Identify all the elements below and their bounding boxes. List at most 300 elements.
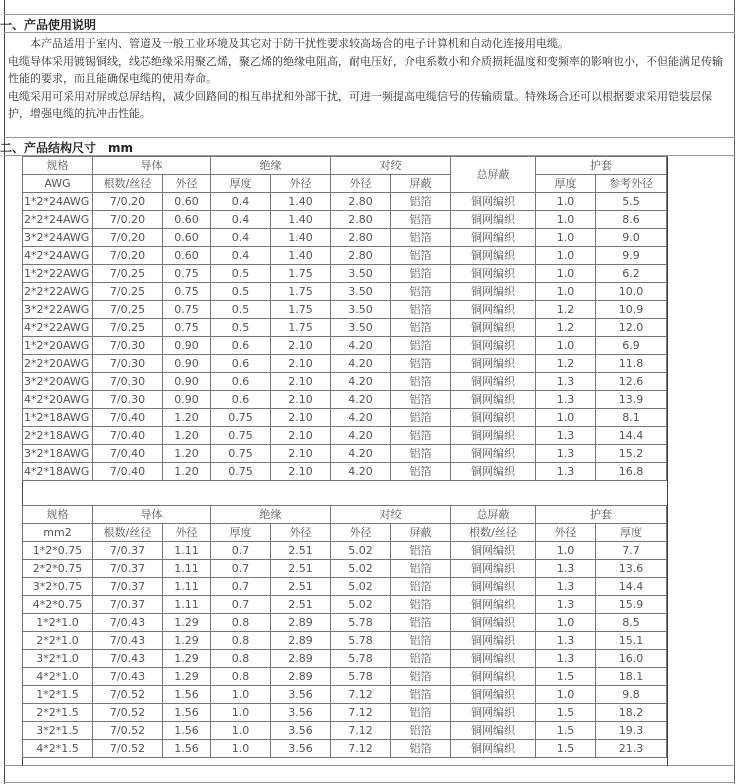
table-cell: 铝箔 (391, 409, 451, 427)
header-sub: 外径 (331, 175, 391, 193)
header-twisted-pair: 对绞 (331, 506, 451, 524)
table-cell: 1.5 (536, 722, 596, 740)
divider (4, 14, 735, 15)
paragraph: 电缆采用可采用对屏或总屏结构，减少回路间的相互串扰和外部干扰，可进一频提高电缆信号的传输质量。特殊场合还可以根据要求采用铠装层保护，增强电缆的抗冲击性能。 (8, 89, 712, 121)
table-cell: 4.20 (331, 355, 391, 373)
table-cell: 0.60 (163, 211, 211, 229)
table-cell: 19.3 (596, 722, 667, 740)
table-cell: 3.50 (331, 265, 391, 283)
spec-cell: 1*2*24AWG (23, 193, 93, 211)
table-cell: 0.7 (211, 560, 271, 578)
table-cell: 7/0.25 (93, 283, 163, 301)
table-cell: 1.0 (536, 283, 596, 301)
table-row (23, 740, 667, 758)
spec-cell: 3*2*18AWG (23, 445, 93, 463)
table-cell: 1.56 (163, 722, 211, 740)
table-cell: 3.56 (271, 704, 331, 722)
table-cell: 1.75 (271, 283, 331, 301)
table-cell: 1.0 (536, 229, 596, 247)
table-cell: 3.56 (271, 686, 331, 704)
header-sub: 根数/丝径 (451, 524, 536, 542)
table-cell: 1.3 (536, 445, 596, 463)
header-sub: 外径 (536, 524, 596, 542)
table-cell: 0.90 (163, 391, 211, 409)
header-conductor: 导体 (93, 506, 211, 524)
table-cell: 7.12 (331, 704, 391, 722)
spec-cell: 3*2*20AWG (23, 373, 93, 391)
table-cell: 2.10 (271, 355, 331, 373)
table-cell: 1.56 (163, 704, 211, 722)
header-sub: 根数/丝径 (93, 175, 163, 193)
table-cell: 0.60 (163, 193, 211, 211)
table-cell: 1.3 (536, 578, 596, 596)
table-row (23, 319, 667, 337)
table-cell: 7/0.52 (93, 740, 163, 758)
table-cell: 7.12 (331, 740, 391, 758)
table-cell: 7/0.43 (93, 650, 163, 668)
spec-cell: 3*2*1.0 (23, 650, 93, 668)
table-row (23, 668, 667, 686)
table-cell: 铝箔 (391, 560, 451, 578)
table-cell: 铜网编织 (451, 740, 536, 758)
table-cell: 1.0 (211, 722, 271, 740)
table-cell: 铜网编织 (451, 193, 536, 211)
table-cell: 铝箔 (391, 686, 451, 704)
table-cell: 7/0.37 (93, 596, 163, 614)
table-cell: 1.2 (536, 301, 596, 319)
table-row (23, 193, 667, 211)
header-spec-unit: AWG (23, 175, 93, 193)
header-sub: 屏蔽 (391, 524, 451, 542)
table-row (23, 355, 667, 373)
table-cell: 4.20 (331, 373, 391, 391)
table-cell: 1.56 (163, 686, 211, 704)
awg-table-wrap (22, 156, 667, 481)
table-cell: 1.3 (536, 650, 596, 668)
table-cell: 1.5 (536, 740, 596, 758)
header-sub: 外径 (163, 524, 211, 542)
table-row (23, 704, 667, 722)
table-cell: 7.12 (331, 686, 391, 704)
table-cell: 3.50 (331, 319, 391, 337)
table-cell: 1.0 (536, 265, 596, 283)
table-cell: 1.0 (211, 686, 271, 704)
table-cell: 0.7 (211, 596, 271, 614)
table-cell: 0.5 (211, 265, 271, 283)
table-row (23, 229, 667, 247)
table-cell: 1.3 (536, 632, 596, 650)
header-spec: 规格 (23, 506, 93, 524)
table-cell: 12.6 (596, 373, 667, 391)
table-cell: 1.75 (271, 301, 331, 319)
divider (4, 137, 735, 138)
spec-cell: 3*2*0.75 (23, 578, 93, 596)
frame-left-border (4, 0, 5, 784)
table-cell: 5.78 (331, 632, 391, 650)
table-cell: 0.5 (211, 301, 271, 319)
table-cell: 2.89 (271, 614, 331, 632)
table-cell: 1.0 (536, 211, 596, 229)
table-cell: 0.4 (211, 229, 271, 247)
table-cell: 铜网编织 (451, 409, 536, 427)
table-cell: 1.0 (536, 614, 596, 632)
table-cell: 10.9 (596, 301, 667, 319)
table-cell: 1.29 (163, 668, 211, 686)
table-cell: 8.5 (596, 614, 667, 632)
table-cell: 铝箔 (391, 265, 451, 283)
table-cell: 1.29 (163, 650, 211, 668)
table-row (23, 409, 667, 427)
section-2-unit: mm (108, 141, 134, 155)
spec-cell: 3*2*22AWG (23, 301, 93, 319)
table-cell: 3.50 (331, 301, 391, 319)
table-cell: 7/0.43 (93, 614, 163, 632)
table-cell: 2.80 (331, 229, 391, 247)
table-cell: 铝箔 (391, 355, 451, 373)
table-cell: 15.1 (596, 632, 667, 650)
header-overall-shield: 总屏蔽 (451, 506, 536, 524)
table-cell: 13.9 (596, 391, 667, 409)
paragraph: 本产品适用于室内、管道及一般工业环境及其它对于防干扰性要求较高场合的电子计算机和自动化连接用电缆。 (30, 37, 569, 50)
table-row (23, 632, 667, 650)
table-cell: 铜网编织 (451, 686, 536, 704)
table-cell: 12.0 (596, 319, 667, 337)
table-cell: 铜网编织 (451, 704, 536, 722)
table-row (23, 427, 667, 445)
table-cell: 2.51 (271, 596, 331, 614)
header-sheath: 护套 (536, 506, 667, 524)
mm2-table-body (23, 542, 667, 758)
table-cell: 铜网编织 (451, 391, 536, 409)
spec-cell: 2*2*20AWG (23, 355, 93, 373)
table-cell: 0.75 (163, 319, 211, 337)
table-cell: 16.0 (596, 650, 667, 668)
table-cell: 铝箔 (391, 463, 451, 481)
table-cell: 3.56 (271, 722, 331, 740)
table-row (23, 463, 667, 481)
table-cell: 4.20 (331, 337, 391, 355)
table-cell: 2.89 (271, 632, 331, 650)
table-cell: 8.1 (596, 409, 667, 427)
table-cell: 14.4 (596, 578, 667, 596)
table-row (23, 265, 667, 283)
spec-cell: 4*2*24AWG (23, 247, 93, 265)
table-cell: 1.3 (536, 463, 596, 481)
table-cell: 铜网编织 (451, 283, 536, 301)
table-row (23, 542, 667, 560)
spec-cell: 2*2*18AWG (23, 427, 93, 445)
spec-cell: 3*2*1.5 (23, 722, 93, 740)
table-cell: 7/0.30 (93, 373, 163, 391)
table-row (23, 337, 667, 355)
header-sub: 外径 (271, 175, 331, 193)
table-cell: 7/0.25 (93, 301, 163, 319)
table-cell: 1.0 (211, 704, 271, 722)
table-cell: 铝箔 (391, 614, 451, 632)
header-overall-shield: 总屏蔽 (451, 157, 536, 193)
table-cell: 0.90 (163, 337, 211, 355)
mm2-table-wrap (22, 505, 667, 758)
spec-cell: 1*2*22AWG (23, 265, 93, 283)
spec-cell: 2*2*1.0 (23, 632, 93, 650)
table-cell: 0.8 (211, 668, 271, 686)
table-cell: 0.5 (211, 319, 271, 337)
header-sub: 外径 (331, 524, 391, 542)
table-row (23, 722, 667, 740)
table-cell: 0.6 (211, 355, 271, 373)
header-sub: 屏蔽 (391, 175, 451, 193)
header-conductor: 导体 (93, 157, 211, 175)
table-row (23, 650, 667, 668)
table-cell: 铜网编织 (451, 373, 536, 391)
table-cell: 9.0 (596, 229, 667, 247)
table-cell: 0.75 (163, 301, 211, 319)
table-cell: 铜网编织 (451, 355, 536, 373)
table-row (23, 578, 667, 596)
table-cell: 2.80 (331, 193, 391, 211)
spec-cell: 4*2*18AWG (23, 463, 93, 481)
header-sub: 参考外径 (596, 175, 667, 193)
table-cell: 18.2 (596, 704, 667, 722)
table-cell: 14.4 (596, 427, 667, 445)
table-cell: 2.10 (271, 373, 331, 391)
table-cell: 16.8 (596, 463, 667, 481)
header-sub: 外径 (271, 524, 331, 542)
spec-cell: 2*2*24AWG (23, 211, 93, 229)
table-cell: 7/0.40 (93, 445, 163, 463)
table-cell: 铝箔 (391, 211, 451, 229)
table-cell: 1.11 (163, 560, 211, 578)
table-cell: 铜网编织 (451, 337, 536, 355)
table-cell: 1.20 (163, 427, 211, 445)
frame-right-border (734, 0, 735, 784)
table-cell: 铝箔 (391, 632, 451, 650)
table-cell: 7/0.37 (93, 578, 163, 596)
table-cell: 7/0.30 (93, 337, 163, 355)
table-cell: 铜网编织 (451, 229, 536, 247)
table-cell: 2.80 (331, 247, 391, 265)
spec-cell: 1*2*1.5 (23, 686, 93, 704)
table-cell: 铜网编织 (451, 427, 536, 445)
table-cell: 1.0 (536, 409, 596, 427)
spec-cell: 1*2*0.75 (23, 542, 93, 560)
header-sub: 厚度 (596, 524, 667, 542)
table-cell: 铝箔 (391, 740, 451, 758)
table-cell: 0.6 (211, 373, 271, 391)
table-cell: 0.75 (211, 445, 271, 463)
table-cell: 11.8 (596, 355, 667, 373)
divider (4, 782, 735, 783)
spec-cell: 3*2*24AWG (23, 229, 93, 247)
table-cell: 1.5 (536, 668, 596, 686)
table-cell: 铝箔 (391, 704, 451, 722)
table-cell: 2.10 (271, 391, 331, 409)
table-cell: 铝箔 (391, 596, 451, 614)
awg-spec-table (22, 156, 667, 481)
table-cell: 铝箔 (391, 373, 451, 391)
table-cell: 0.90 (163, 355, 211, 373)
table-cell: 3.56 (271, 740, 331, 758)
table-cell: 2.10 (271, 427, 331, 445)
spec-cell: 2*2*0.75 (23, 560, 93, 578)
table-cell: 铜网编织 (451, 265, 536, 283)
table-cell: 2.89 (271, 668, 331, 686)
table-cell: 0.60 (163, 229, 211, 247)
table-cell: 7/0.25 (93, 265, 163, 283)
table-cell: 15.2 (596, 445, 667, 463)
table-cell: 15.9 (596, 596, 667, 614)
table-cell: 1.2 (536, 319, 596, 337)
table-cell: 5.02 (331, 542, 391, 560)
table-cell: 0.6 (211, 337, 271, 355)
table-cell: 铜网编织 (451, 650, 536, 668)
table-row (23, 373, 667, 391)
table-cell: 铝箔 (391, 193, 451, 211)
table-cell: 0.75 (163, 283, 211, 301)
table-cell: 铝箔 (391, 578, 451, 596)
section-1-title (0, 16, 96, 33)
table-cell: 4.20 (331, 391, 391, 409)
table-cell: 铝箔 (391, 722, 451, 740)
table-cell: 1.40 (271, 247, 331, 265)
table-cell: 0.4 (211, 211, 271, 229)
table-cell: 1.56 (163, 740, 211, 758)
table-cell: 6.9 (596, 337, 667, 355)
table-cell: 0.4 (211, 193, 271, 211)
table-cell: 1.29 (163, 632, 211, 650)
table-cell: 5.78 (331, 650, 391, 668)
header-sub: 厚度 (211, 175, 271, 193)
table-cell: 7/0.20 (93, 247, 163, 265)
table-cell: 铝箔 (391, 301, 451, 319)
table-cell: 铜网编织 (451, 722, 536, 740)
table-row (23, 301, 667, 319)
table-cell: 5.02 (331, 560, 391, 578)
table-row (23, 283, 667, 301)
table-cell: 铝箔 (391, 445, 451, 463)
table-cell: 2.89 (271, 650, 331, 668)
table-cell: 1.20 (163, 463, 211, 481)
table-cell: 0.8 (211, 650, 271, 668)
table-row (23, 445, 667, 463)
table-cell: 7/0.20 (93, 229, 163, 247)
table-cell: 0.75 (211, 463, 271, 481)
table-cell: 1.20 (163, 409, 211, 427)
table-cell: 1.2 (536, 355, 596, 373)
table-cell: 0.75 (211, 409, 271, 427)
section-2-title-text: 二、产品结构尺寸 (0, 141, 97, 155)
table-cell: 7/0.52 (93, 704, 163, 722)
table-cell: 铝箔 (391, 427, 451, 445)
table-cell: 18.1 (596, 668, 667, 686)
table-cell: 13.6 (596, 560, 667, 578)
header-sub: 厚度 (211, 524, 271, 542)
table-cell: 铝箔 (391, 668, 451, 686)
table-cell: 铜网编织 (451, 542, 536, 560)
table-cell: 2.10 (271, 337, 331, 355)
table-cell: 0.7 (211, 578, 271, 596)
header-insulation: 绝缘 (211, 157, 331, 175)
table-cell: 1.20 (163, 445, 211, 463)
spec-cell: 4*2*0.75 (23, 596, 93, 614)
table-cell: 铜网编织 (451, 445, 536, 463)
table-cell: 1.75 (271, 319, 331, 337)
table-cell: 7/0.40 (93, 427, 163, 445)
table-cell: 铝箔 (391, 319, 451, 337)
table-cell: 7/0.30 (93, 391, 163, 409)
table-row (23, 560, 667, 578)
table-cell: 铜网编织 (451, 596, 536, 614)
table-cell: 铜网编织 (451, 632, 536, 650)
table-cell: 1.3 (536, 373, 596, 391)
table-cell: 铜网编织 (451, 668, 536, 686)
table-cell: 1.40 (271, 211, 331, 229)
table-cell: 1.11 (163, 578, 211, 596)
awg-table-body (23, 193, 667, 481)
table-cell: 7/0.37 (93, 542, 163, 560)
spec-cell: 1*2*1.0 (23, 614, 93, 632)
table-cell: 1.3 (536, 560, 596, 578)
spec-cell: 4*2*22AWG (23, 319, 93, 337)
table-row (23, 614, 667, 632)
table-cell: 6.2 (596, 265, 667, 283)
header-sub: 外径 (163, 175, 211, 193)
spec-cell: 2*2*22AWG (23, 283, 93, 301)
table-cell: 0.8 (211, 614, 271, 632)
table-cell: 7.7 (596, 542, 667, 560)
table-cell: 4.20 (331, 427, 391, 445)
table-cell: 1.0 (536, 193, 596, 211)
usage-description (8, 35, 730, 123)
table-cell: 1.11 (163, 542, 211, 560)
table-row (23, 211, 667, 229)
spec-cell: 4*2*1.0 (23, 668, 93, 686)
table-cell: 2.51 (271, 560, 331, 578)
table-cell: 铝箔 (391, 229, 451, 247)
table-cell: 7/0.20 (93, 193, 163, 211)
table-cell: 7.12 (331, 722, 391, 740)
table-cell: 铜网编织 (451, 247, 536, 265)
table-cell: 7/0.25 (93, 319, 163, 337)
divider (4, 32, 735, 33)
table-row (23, 686, 667, 704)
table-cell: 3.50 (331, 283, 391, 301)
table-cell: 7/0.43 (93, 632, 163, 650)
table-cell: 2.10 (271, 445, 331, 463)
table-cell: 铜网编织 (451, 211, 536, 229)
table-cell: 4.20 (331, 409, 391, 427)
table-cell: 2.51 (271, 542, 331, 560)
table-cell: 0.6 (211, 391, 271, 409)
table-cell: 1.0 (536, 686, 596, 704)
table-cell: 0.75 (163, 265, 211, 283)
table-cell: 1.0 (211, 740, 271, 758)
table-cell: 0.8 (211, 632, 271, 650)
table-cell: 0.90 (163, 373, 211, 391)
table-cell: 1.0 (536, 247, 596, 265)
table-cell: 铝箔 (391, 542, 451, 560)
table-cell: 4.20 (331, 445, 391, 463)
table-cell: 0.7 (211, 542, 271, 560)
table-cell: 7/0.20 (93, 211, 163, 229)
table-cell: 7/0.40 (93, 409, 163, 427)
spec-cell: 1*2*18AWG (23, 409, 93, 427)
table-row (23, 247, 667, 265)
table-cell: 5.78 (331, 614, 391, 632)
table-cell: 1.75 (271, 265, 331, 283)
header-sub: 根数/丝径 (93, 524, 163, 542)
table-cell: 铜网编织 (451, 578, 536, 596)
